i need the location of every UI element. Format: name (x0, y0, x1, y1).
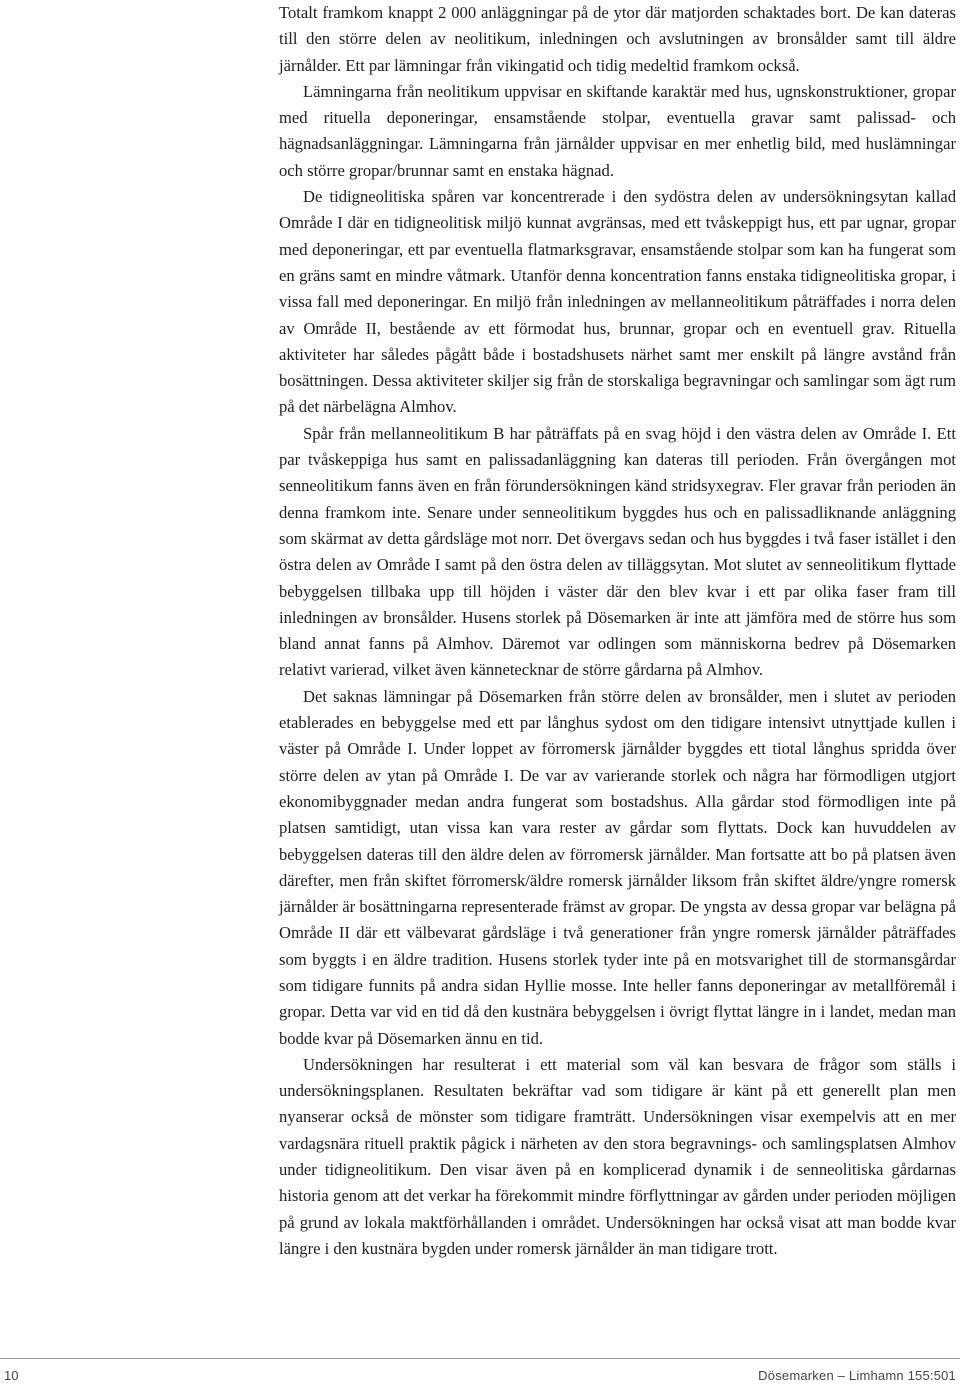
running-title: Dösemarken – Limhamn 155:501 (758, 1368, 956, 1383)
body-text (279, 0, 956, 1262)
paragraph-4: Spår från mellanneolitikum B har påträffats på en svag höjd i den västra delen av Område I. Ett par tvåskeppiga hus samt en palissadanläggning kan dateras till perioden. Från övergången mot senneolitikum fanns även en från förundersökningen känd stridsyxegrav. Fler gravar från perioden än denna framkom inte. Senare under senneolitikum byggdes hus och en palissadliknande anläggning som skärmat av detta gårdsläge mot norr. Det övergavs sedan och hus byggdes i två faser istället i den östra delen av Område I samt på den östra delen av tilläggsytan. Mot slutet av senneolitikum flyttade bebyggelsen tillbaka upp till höjden i väster där den blev kvar i ett par olika faser fram till inledningen av bronsålder. Husens storlek på Dösemarken är inte att jämföra med de större hus som bland annat fanns på Almhov. Däremot var odlingen som människorna bedrev på Dösemarken relativt varierad, vilket även kännetecknar de större gårdarna på Almhov. (279, 423, 956, 680)
paragraph-6: Undersökningen har resulterat i ett material som väl kan besvara de frågor som ställs i undersökningsplanen. Resultaten bekräftar vad som tidigare är känt på ett generellt plan men nyanserar också de mönster som tidigare framträtt. Undersökningen visar exempelvis att en mer vardagsnära rituell praktik pågick i närheten av den stora begravnings- och samlingsplatsen Almhov under tidigneolitikum. Den visar även på en komplicerad dynamik i de senneolitiska gårdarnas historia genom att det verkar ha förekommit mindre förflyttningar av gården under perioden möjligen på grund av lokala maktförhållanden i området. Undersökningen har också visat att man bodde kvar längre i den kustnära bygden under romersk järnålder än man tidigare trott. (279, 1054, 956, 1258)
page-number: 10 (4, 1368, 19, 1383)
paragraph-1: Totalt framkom knappt 2 000 anläggningar på de ytor där matjorden schaktades bort. De kan dateras till den större delen av neolitikum, inledningen och avslutningen av bronsålder samt till äldre järnålder. Ett par lämningar från vikingatid och tidig medeltid framkom också. (279, 3, 956, 75)
page-footer (0, 1364, 960, 1384)
paragraph-3: De tidigneolitiska spåren var koncentrerade i den sydöstra delen av undersökningsytan kallad Område I där en tidigneolitisk miljö kunnat avgränsas, med ett tvåskeppigt hus, ett par ugnar, gropar med deponeringar, ett par eventuella flatmarksgravar, ensamstående stolpar som kan ha fungerat som en gräns samt en mindre våtmark. Utanför denna koncentration fanns enstaka tidigneolitiska gropar, i vissa fall med deponeringar. En miljö från inledningen av mellanneolitikum påträffades i norra delen av Område II, bestående av ett förmodat hus, brunnar, gropar och en eventuell grav. Rituella aktiviteter har således pågått både i bostadshusets närhet samt mer enskilt på längre avstånd från bosättningen. Dessa aktiviteter skiljer sig från de storskaliga begravningar och samlingar som ägt rum på det närbelägna Almhov. (279, 187, 956, 417)
paragraph-5: Det saknas lämningar på Dösemarken från större delen av bronsålder, men i slutet av perioden etablerades en bebyggelse med ett par långhus sydost om den tidigare intensivt utnyttjade kullen i väster på Område I. Under loppet av förromersk järnålder byggdes ett tiotal långhus spridda över större delen av ytan på Område I. De var av varierande storlek och några har förmodligen utgjort ekonomibyggnader medan andra fungerat som bostadshus. Alla gårdar stod förmodligen inte på platsen samtidigt, utan vissa kan vara rester av gårdar som flyttats. Dock kan huvuddelen av bebyggelsen dateras till den äldre delen av förromersk järnålder. Man fortsatte att bo på platsen även därefter, men från skiftet förromersk/äldre romersk järnålder liksom från skiftet äldre/yngre romersk järnålder är bosättningarna representerade främst av gropar. De yngsta av dessa gropar var belägna på Område II där ett välbevarat gårdsläge i två generationer från yngre romersk järnålder påträffades som byggts i en äldre tradition. Husens storlek tyder inte på en motsvarighet till de stormansgårdar som tidigare funnits på andra sidan Hyllie mosse. Inte heller fanns deponeringar av metallföremål i gropar. Detta var vid en tid då den kustnära bebyggelsen i övrigt flyttat längre in i landet, medan man bodde kvar på Dösemarken ännu en tid. (279, 686, 956, 1048)
paragraph-2: Lämningarna från neolitikum uppvisar en skiftande karaktär med hus, ugnskonstruktioner, gropar med rituella deponeringar, ensamstående stolpar, eventuella gravar samt palissad- och hägnadsanläggningar. Lämningarna från järnålder uppvisar en mer enhetlig bild, med huslämningar och större gropar/brunnar samt en enstaka hägnad. (279, 81, 956, 180)
footer-divider (0, 1358, 960, 1359)
